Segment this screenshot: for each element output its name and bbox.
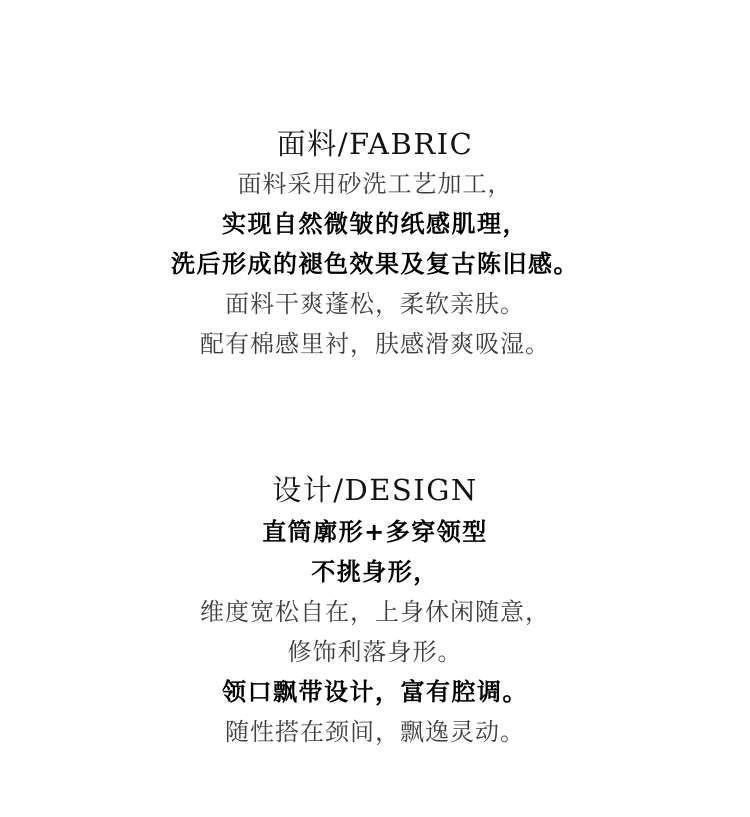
copy-line: 实现自然微皱的纸感肌理， xyxy=(222,210,528,238)
copy-line: 领口飘带设计，富有腔调。 xyxy=(222,678,528,706)
copy-line: 修饰利落身形。 xyxy=(287,638,463,666)
copy-line: 洗后形成的褪色效果及复古陈旧感。 xyxy=(171,250,579,278)
copy-line: 面料干爽蓬松，柔软亲肤。 xyxy=(225,290,525,318)
fabric-section-body xyxy=(0,164,750,364)
fabric-section-title: 面料/FABRIC xyxy=(276,127,474,162)
design-section-body xyxy=(0,512,750,752)
copy-line: 面料采用砂洗工艺加工， xyxy=(237,170,513,198)
copy-line: 直筒廓形+多穿领型 xyxy=(262,518,488,546)
copy-line: 配有棉感里衬，肤感滑爽吸湿。 xyxy=(200,330,550,358)
copy-line: 随性搭在颈间，飘逸灵动。 xyxy=(225,718,525,746)
copy-line: 不挑身形， xyxy=(311,558,439,586)
design-section-title: 设计/DESIGN xyxy=(272,473,478,508)
copy-line: 维度宽松自在，上身休闲随意， xyxy=(200,598,550,626)
